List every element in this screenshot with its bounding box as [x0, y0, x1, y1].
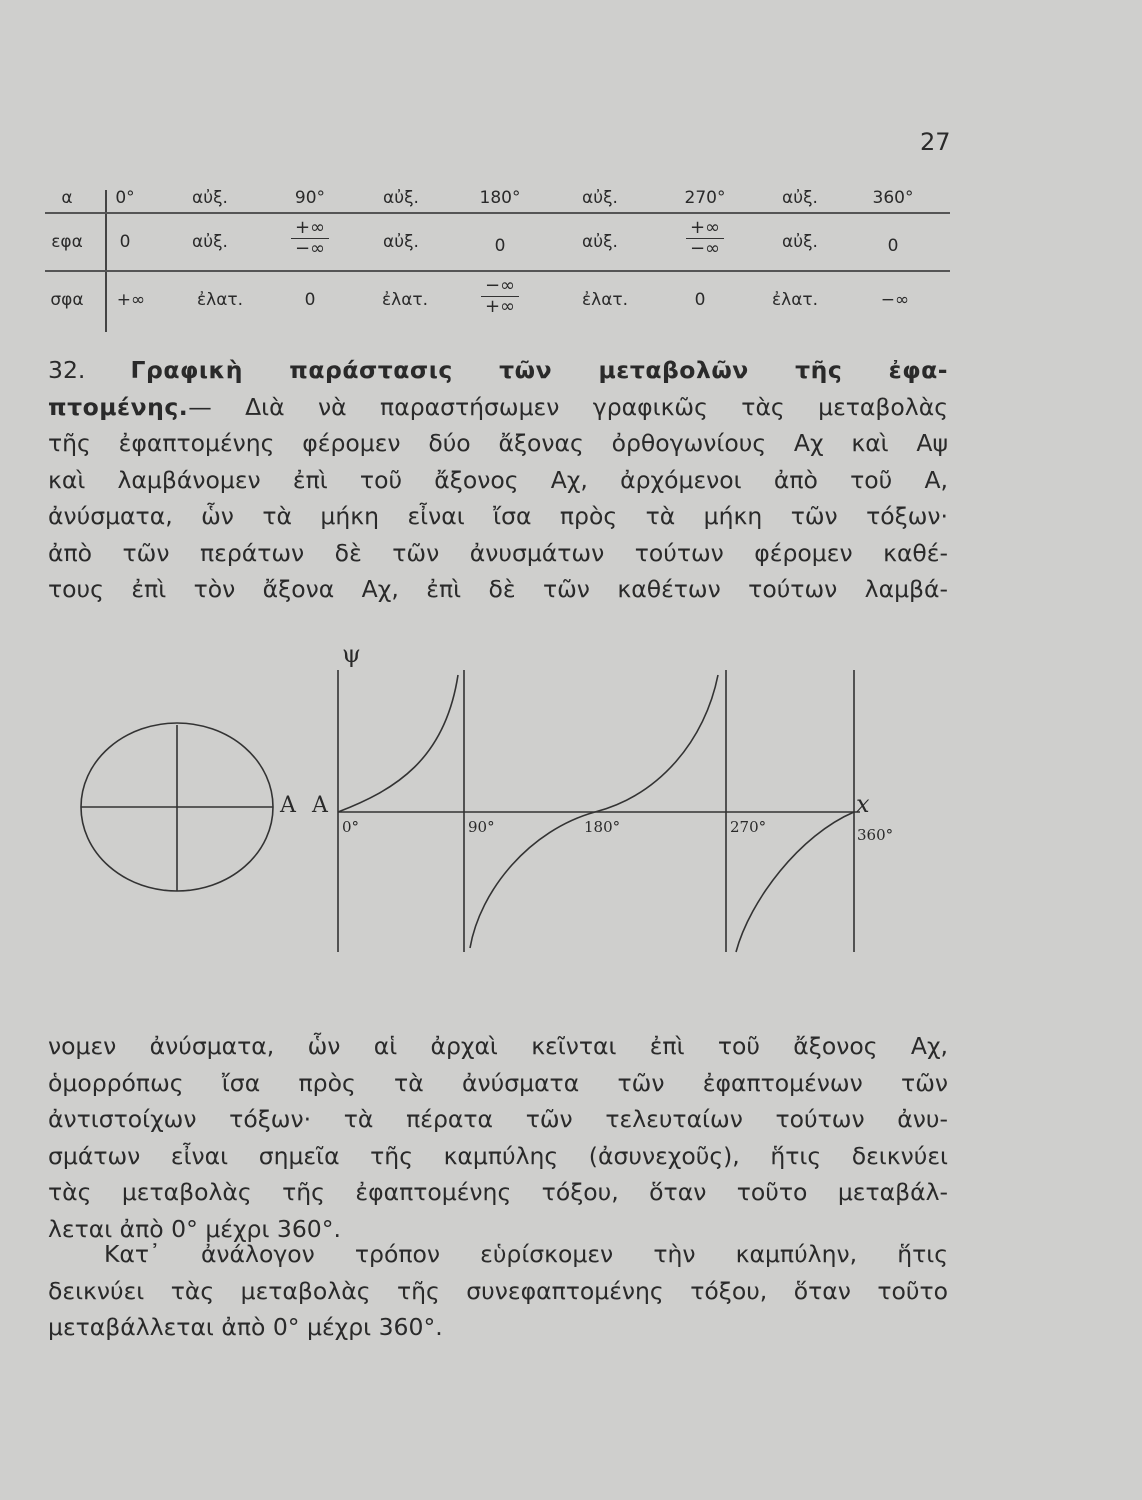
p3-line-1: δεικνύει τὰς μεταβολὰς τῆς συνεφαπτομένης τόξου, ὅταν τοῦτο — [48, 1276, 948, 1305]
efa-c2-top: +∞ — [294, 217, 326, 238]
section-line-0: — Διὰ νὰ παραστήσωμεν γραφικῶς τὰς μεταβολὰς — [188, 392, 948, 421]
efa-c0: 0 — [119, 232, 131, 252]
label-A-axis: A — [312, 793, 328, 818]
p3-line-0: Κατ᾽ ἀνάλογον τρόπον εὑρίσκομεν τὴν καμπύλην, ἥτις — [104, 1240, 948, 1268]
sfa-c1: ἐλατ. — [196, 290, 244, 310]
label-psi: ψ — [342, 640, 361, 668]
p3-line-2: μεταβάλλεται ἀπὸ 0° μέχρι 360°. — [48, 1313, 443, 1341]
efa-c4: 0 — [494, 236, 506, 256]
section-line-3: ἀνύσματα, ὧν τὰ μήκη εἶναι ἴσα πρὸς τὰ μήκη τῶν τόξων· — [48, 502, 948, 530]
sfa-c5: ἐλατ. — [581, 290, 629, 310]
tick-label-360: 360° — [857, 826, 894, 844]
section-line-2: καὶ λαμβάνομεν ἐπὶ τοῦ ἄξονος Αχ, ἀρχόμενοι ἀπὸ τοῦ Α, — [48, 465, 948, 494]
efa-c6-bottom: −∞ — [689, 238, 721, 259]
sfa-c4-bottom: +∞ — [484, 296, 516, 317]
sfa-c7: ἐλατ. — [771, 290, 819, 310]
header-c2: 90° — [294, 188, 326, 208]
tick-label-90: 90° — [468, 818, 495, 836]
header-c8: 360° — [872, 188, 914, 208]
tick-label-270: 270° — [730, 818, 767, 836]
section-title-part2: πτομένης. — [48, 392, 189, 421]
table-rule-1 — [45, 212, 950, 214]
section-line-4: ἀπὸ τῶν περάτων δὲ τῶν ἀνυσμάτων τούτων φέρομεν καθέ- — [48, 538, 948, 567]
sfa-c6: 0 — [694, 290, 706, 310]
header-c1: αὐξ. — [192, 188, 228, 208]
row-label-efa: εφα — [51, 232, 83, 252]
page-number: 27 — [920, 128, 951, 156]
header-c7: αὐξ. — [782, 188, 818, 208]
section-title-part1: Γραφικὴ παράστασις τῶν μεταβολῶν τῆς ἐφα- — [130, 356, 948, 384]
sfa-c2: 0 — [304, 290, 316, 310]
label-x: x — [856, 790, 870, 818]
efa-c3: αὐξ. — [383, 232, 419, 252]
efa-c1: αὐξ. — [192, 232, 228, 252]
efa-c7: αὐξ. — [782, 232, 818, 252]
sfa-c0: +∞ — [116, 290, 146, 310]
sfa-c4-top: −∞ — [484, 275, 516, 296]
efa-c6-top: +∞ — [689, 217, 721, 238]
paragraph-3 — [48, 1236, 948, 1346]
p2-line-4: τὰς μεταβολὰς τῆς ἐφαπτομένης τόξου, ὅταν τοῦτο μεταβάλ- — [48, 1178, 948, 1206]
efa-c8: 0 — [887, 236, 899, 256]
section-line-1: τῆς ἐφαπτομένης φέρομεν δύο ἄξονας ὀρθογωνίους Αχ καὶ Αψ — [48, 429, 948, 457]
header-alpha: α — [61, 188, 73, 208]
paragraph-2 — [48, 1028, 948, 1247]
sfa-c4-fraction — [481, 276, 519, 317]
label-A-circle: A — [280, 793, 296, 818]
tick-label-180: 180° — [584, 818, 621, 836]
p2-line-1: ὁμορρόπως ἴσα πρὸς τὰ ἀνύσματα τῶν ἐφαπτομένων τῶν — [48, 1068, 948, 1097]
efa-c2-bottom: −∞ — [294, 238, 326, 259]
tick-label-0: 0° — [342, 818, 360, 836]
section-line-5: τους ἐπὶ τὸν ἄξονα Αχ, ἐπὶ δὲ τῶν καθέτων τούτων λαμβά- — [48, 575, 948, 603]
tangent-cotangent-table — [45, 182, 950, 332]
sfa-c8: −∞ — [880, 290, 910, 310]
header-c4: 180° — [479, 188, 521, 208]
p2-line-2: ἀντιστοίχων τόξων· τὰ πέρατα τῶν τελευταίων τούτων ἀνυ- — [48, 1105, 948, 1133]
efa-c5: αὐξ. — [582, 232, 618, 252]
section-32 — [48, 352, 948, 608]
tangent-graph-figure — [60, 630, 960, 980]
tan-branch-0-90 — [338, 675, 458, 812]
header-c3: αὐξ. — [383, 188, 419, 208]
sfa-c3: ἐλατ. — [381, 290, 429, 310]
header-c6: 270° — [684, 188, 726, 208]
p2-line-3: σμάτων εἶναι σημεῖα τῆς καμπύλης (ἀσυνεχοῦς), ἥτις δεικνύει — [48, 1141, 948, 1170]
p2-line-0: νομεν ἀνύσματα, ὧν αἱ ἀρχαὶ κεῖνται ἐπὶ τοῦ ἄξονος Αχ, — [48, 1032, 948, 1060]
efa-c6-fraction — [686, 218, 724, 259]
row-label-sfa: σφα — [50, 290, 84, 310]
tangent-graph-svg — [60, 630, 960, 980]
efa-c2-fraction — [291, 218, 329, 259]
section-number: 32. — [48, 356, 86, 384]
table-rule-2 — [45, 270, 950, 272]
p2-line-5: λεται ἀπὸ 0° μέχρι 360°. — [48, 1214, 341, 1243]
header-c0: 0° — [115, 188, 135, 208]
header-c5: αὐξ. — [582, 188, 618, 208]
